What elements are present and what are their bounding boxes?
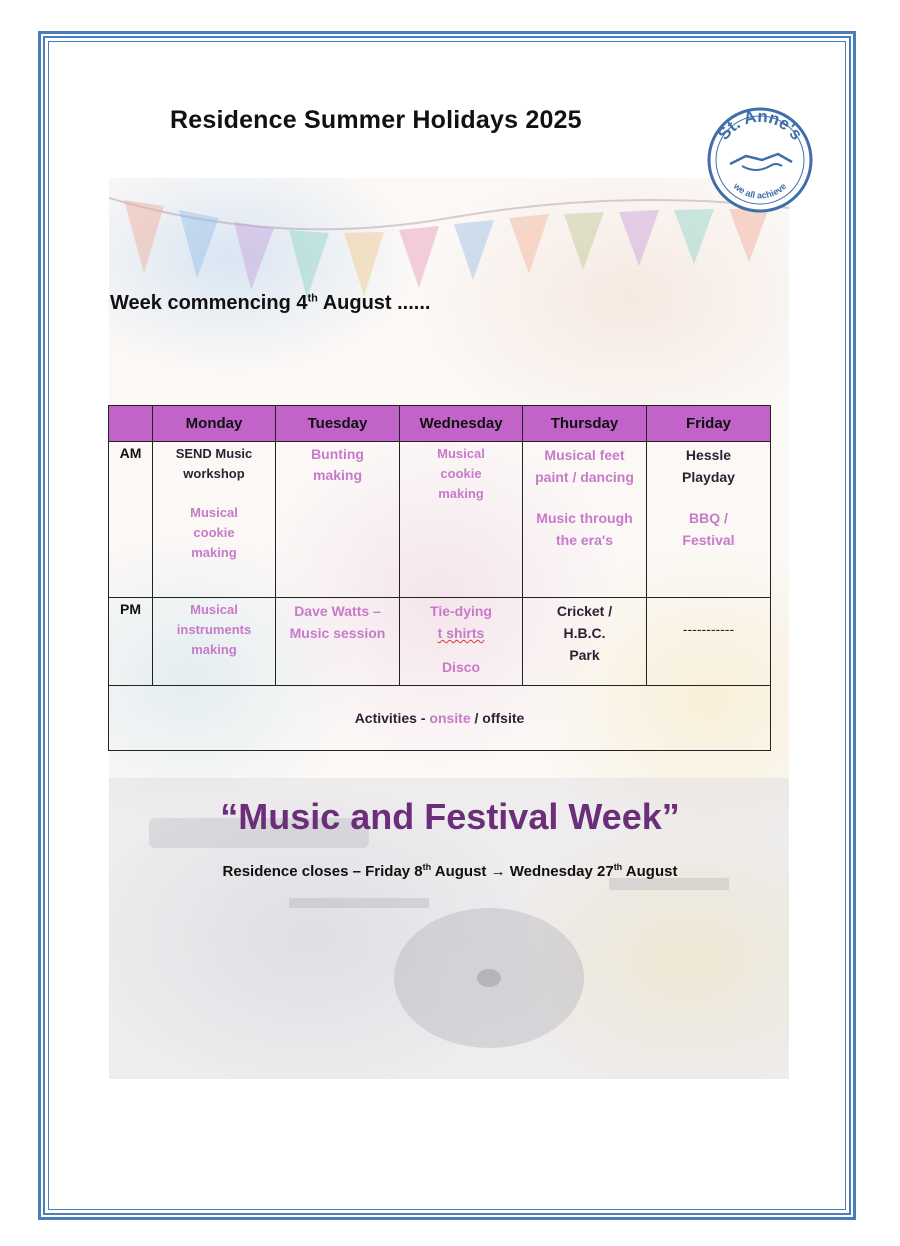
pm-monday [153,598,276,686]
header-friday: Friday [647,406,771,442]
pm-tuesday [276,598,400,686]
pm-label: PM [109,598,153,686]
pm-wednesday-text-2: t shirts [437,625,485,641]
pm-tuesday-item: Dave Watts – Music session [289,603,386,641]
activities-key-onsite: onsite [429,710,471,726]
am-thursday-item: Musical feet paint / dancing [535,447,634,485]
pm-friday-item: ----------- [682,621,735,637]
residence-closes-notice [0,862,900,880]
pm-wednesday-item: Disco [441,659,481,675]
activities-key-offsite: offsite [482,710,525,726]
am-tuesday-item: Bunting making [311,446,364,483]
am-friday-item: BBQ / Festival [682,510,735,548]
closes-part2: August → Wednesday 27 [431,863,614,880]
closes-part1: Residence closes – Friday 8 [222,863,423,880]
activity-schedule-table [108,405,771,751]
closes-part3: August [622,863,678,880]
pm-wednesday [400,598,523,686]
am-friday [647,442,771,598]
logo-bottom-text: we all achieve [731,180,789,201]
closes-sup1: th [422,862,432,872]
activities-key-sep: / [470,710,483,726]
pm-thursday [523,598,647,686]
week-commencing [110,292,430,315]
activities-key-row [109,686,771,751]
am-thursday-item: Music through the era's [536,510,633,548]
pm-wednesday-text-1: Tie-dying [430,603,492,619]
am-wednesday-item: Musical cookie making [437,446,485,501]
pm-monday-item: Musical instruments making [176,602,252,657]
am-label: AM [109,442,153,598]
pm-friday [647,598,771,686]
week-prefix: Week commencing 4 [110,292,308,314]
activities-key-label: Activities - [354,710,430,726]
pm-row [109,598,771,686]
logo-top-text: St. Anne's [713,106,807,144]
am-row [109,442,771,598]
am-thursday [523,442,647,598]
closes-sup2: th [613,862,623,872]
week-suffix: August ...... [317,292,431,314]
page-title: Residence Summer Holidays 2025 [170,106,582,134]
am-monday [153,442,276,598]
school-logo [706,106,814,214]
am-friday-item: Hessle Playday [682,447,735,485]
header-tuesday: Tuesday [276,406,400,442]
am-monday-item: Musical cookie making [190,505,238,560]
am-monday-item: SEND Music workshop [175,446,253,481]
activities-key [109,686,771,751]
header-thursday: Thursday [523,406,647,442]
header-monday: Monday [153,406,276,442]
header-row [109,406,771,442]
am-wednesday [400,442,523,598]
header-wednesday: Wednesday [400,406,523,442]
week-theme-tagline: “Music and Festival Week” [220,796,680,837]
pm-thursday-item: Cricket / H.B.C. Park [556,603,613,663]
header-blank [109,406,153,442]
week-sup: th [307,292,318,305]
am-tuesday [276,442,400,598]
pm-wednesday-item [400,600,522,644]
